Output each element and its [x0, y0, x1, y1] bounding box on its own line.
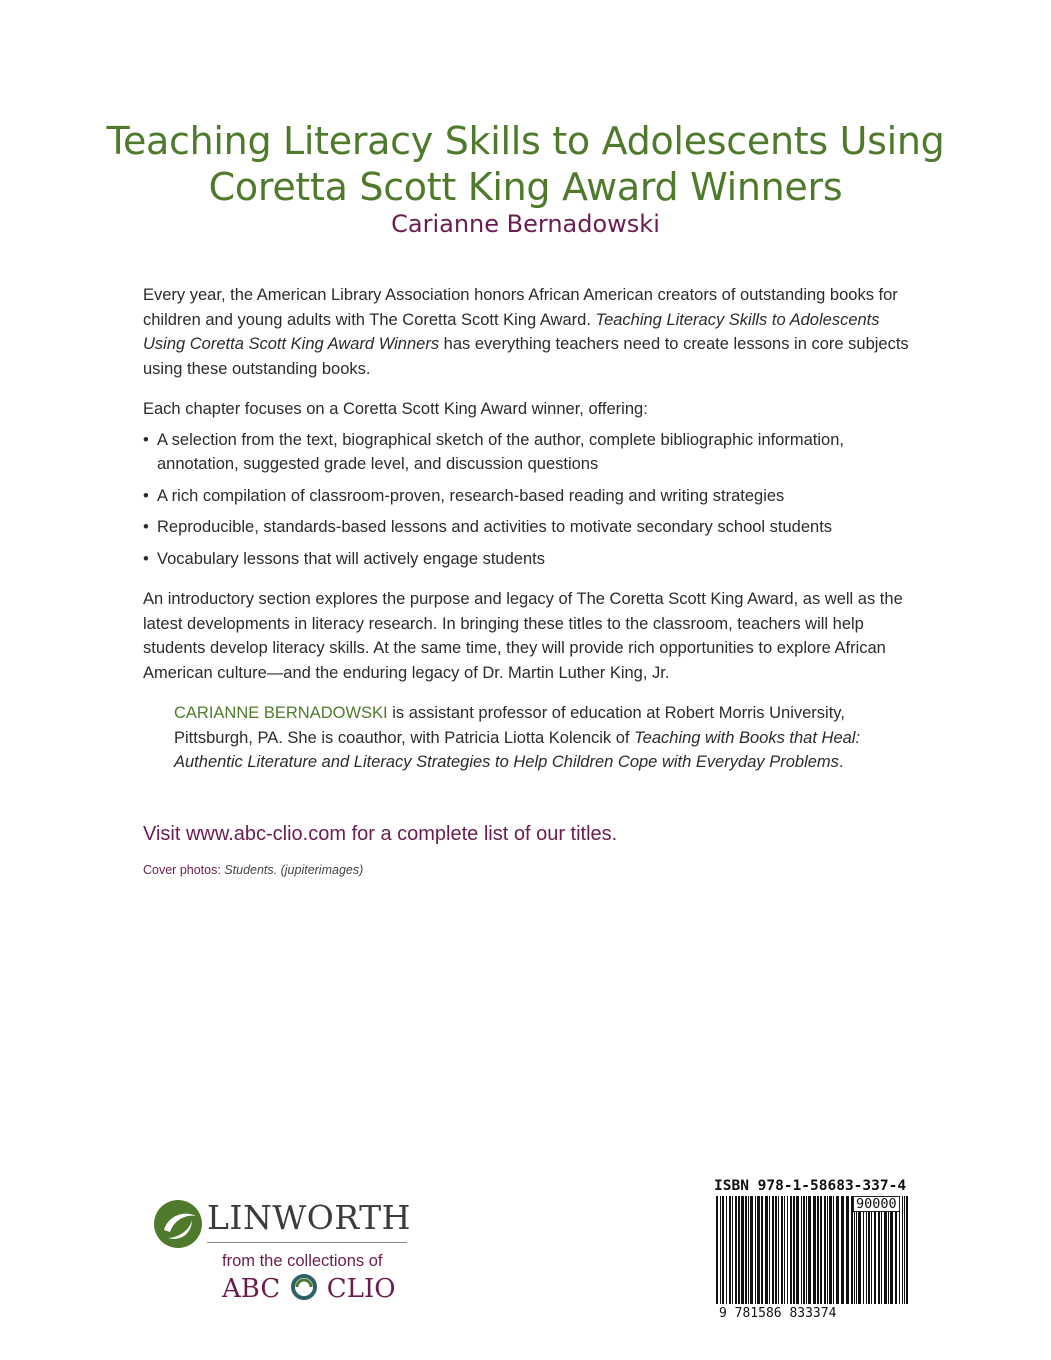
closing-paragraph: An introductory section explores the purpose and legacy of The Coretta Scott King Award, as well as the latest developments in literacy research. In bringing these titles to the classroom, teachers will help students develop literacy skills. At the same time, they will provide rich opportunities to explore African American culture—and the enduring legacy of Dr. Martin Luther King, Jr. — [143, 590, 903, 682]
barcode-bar — [863, 1196, 864, 1304]
book-title-line-2: Coretta Scott King Award Winners — [208, 165, 843, 209]
barcode-bar — [841, 1196, 844, 1304]
barcode-bar — [846, 1196, 849, 1304]
barcode-bar — [716, 1196, 718, 1304]
barcode-bar — [748, 1196, 749, 1304]
barcode-bar — [890, 1196, 893, 1304]
logo-divider — [207, 1242, 407, 1243]
barcode-bar — [769, 1196, 770, 1304]
list-item: • A rich compilation of classroom-proven, research-based reading and writing strategies — [143, 484, 923, 509]
book-title — [0, 118, 1051, 210]
abc-clio-wordmark — [222, 1274, 396, 1304]
barcode-bar — [784, 1196, 785, 1304]
barcode-bar — [899, 1196, 900, 1304]
abc-text: ABC — [222, 1274, 281, 1304]
chapter-intro: Each chapter focuses on a Coretta Scott King Award winner, offering: — [143, 400, 648, 418]
barcode-bar — [888, 1196, 889, 1304]
description-body — [143, 283, 923, 775]
barcode-bar — [881, 1196, 882, 1304]
barcode — [714, 1196, 914, 1306]
bullet-icon: • — [143, 518, 149, 536]
barcode-bar — [808, 1196, 811, 1304]
barcode-bar — [906, 1196, 908, 1304]
barcode-bar — [817, 1196, 819, 1304]
barcode-bar — [772, 1196, 774, 1304]
barcode-bar — [866, 1196, 867, 1304]
barcode-bar — [813, 1196, 816, 1304]
barcode-bar — [884, 1196, 887, 1304]
list-item: • A selection from the text, biographical sketch of the author, complete bibliographic information, annotation, suggested grade level, and discussion questions — [143, 428, 923, 477]
barcode-bar — [902, 1196, 903, 1304]
barcode-bar — [851, 1196, 853, 1304]
barcode-bar — [775, 1196, 777, 1304]
barcode-bar — [755, 1196, 756, 1304]
list-item: • Vocabulary lessons that will actively engage students — [143, 547, 923, 572]
barcode-bar — [895, 1196, 897, 1304]
barcode-bar — [806, 1196, 807, 1304]
barcode-bar — [878, 1196, 880, 1304]
barcode-bar — [871, 1196, 872, 1304]
intro-italic-title: Teaching Literacy Skills to Adolescents Using Coretta Scott King Award Winners — [143, 310, 880, 353]
barcode-bar — [778, 1196, 779, 1304]
barcode-bar — [722, 1196, 724, 1304]
barcode-bar — [726, 1196, 727, 1304]
barcode-bar — [750, 1196, 753, 1304]
barcode-digits: 9 781586 833374 — [719, 1306, 837, 1321]
barcode-bar — [729, 1196, 731, 1304]
imprint-name: LINWORTH — [207, 1198, 411, 1237]
author-bio: CARIANNE BERNADOWSKI is assistant professor of education at Robert Morris University, Pittsburgh, PA. She is coauthor, with Patricia Liotta Kolencik of Teaching with Books that Heal: Authentic Literature and Literacy Strategies to Help Children Cope with Everyday Problems. — [174, 704, 861, 771]
intro-text-1: Every year, the American Library Association honors African American creators of outstanding books for children and young adults with The Coretta Scott King Award. — [143, 286, 898, 329]
barcode-bar — [820, 1196, 822, 1304]
clio-text: CLIO — [326, 1274, 396, 1304]
barcode-bar — [874, 1196, 876, 1304]
website-callout: Visit www.abc-clio.com for a complete list of our titles. — [143, 823, 618, 845]
barcode-bar — [732, 1196, 733, 1304]
barcode-bar — [854, 1196, 855, 1304]
publisher-logo — [152, 1192, 422, 1312]
barcode-bar — [790, 1196, 792, 1304]
bullet-icon: • — [143, 486, 149, 505]
barcode-bar — [868, 1196, 870, 1304]
feature-list — [143, 428, 923, 572]
barcode-bar — [824, 1196, 826, 1304]
bio-book-title: Teaching with Books that Heal: Authentic Literature and Literacy Strategies to Help Children Cope with Everyday Problems — [174, 728, 861, 771]
barcode-bar — [793, 1196, 795, 1304]
barcode-bar — [833, 1196, 834, 1304]
intro-text-2: has everything teachers need to create lessons in core subjects using these outstanding books. — [143, 335, 909, 378]
cover-photo-credit — [143, 861, 363, 879]
barcode-bar — [856, 1196, 857, 1304]
barcode-bar — [781, 1196, 783, 1304]
abc-clio-emblem-icon — [291, 1274, 317, 1300]
barcode-bar — [829, 1196, 832, 1304]
barcode-bar — [745, 1196, 747, 1304]
list-item: • Reproducible, standards-based lessons and activities to motivate secondary school students — [143, 515, 923, 540]
price-code: 90000 — [853, 1196, 900, 1212]
bio-text: is assistant professor of education at Robert Morris University, Pittsburgh, PA. She is coauthor, with Patricia Liotta Kolencik of — [174, 704, 845, 747]
barcode-bar — [735, 1196, 737, 1304]
barcode-bar — [741, 1196, 744, 1304]
linworth-emblem-icon — [152, 1196, 208, 1252]
bio-author-name: CARIANNE BERNADOWSKI — [174, 704, 388, 722]
barcode-bar — [858, 1196, 861, 1304]
collections-text: from the collections of — [222, 1252, 383, 1270]
barcode-bar — [904, 1196, 905, 1304]
barcode-bar — [720, 1196, 721, 1304]
barcode-bar — [827, 1196, 828, 1304]
barcode-bar — [765, 1196, 768, 1304]
barcode-bar — [803, 1196, 805, 1304]
isbn-number: ISBN 978-1-58683-337-4 — [714, 1178, 907, 1194]
book-author: Carianne Bernadowski — [391, 210, 660, 238]
barcode-bar — [761, 1196, 763, 1304]
bullet-icon: • — [143, 549, 149, 568]
barcode-bar — [836, 1196, 839, 1304]
barcode-bar — [796, 1196, 799, 1304]
cover-photo-label: Cover photos: — [143, 863, 221, 877]
cover-photo-text: Students. (jupiterimages) — [224, 863, 364, 877]
bullet-icon: • — [143, 430, 149, 449]
barcode-bar — [801, 1196, 802, 1304]
barcode-bar — [757, 1196, 760, 1304]
barcode-bar — [738, 1196, 740, 1304]
barcode-bar — [787, 1196, 788, 1304]
book-title-line-1: Teaching Literacy Skills to Adolescents Using — [106, 119, 945, 163]
intro-paragraph — [143, 283, 923, 381]
